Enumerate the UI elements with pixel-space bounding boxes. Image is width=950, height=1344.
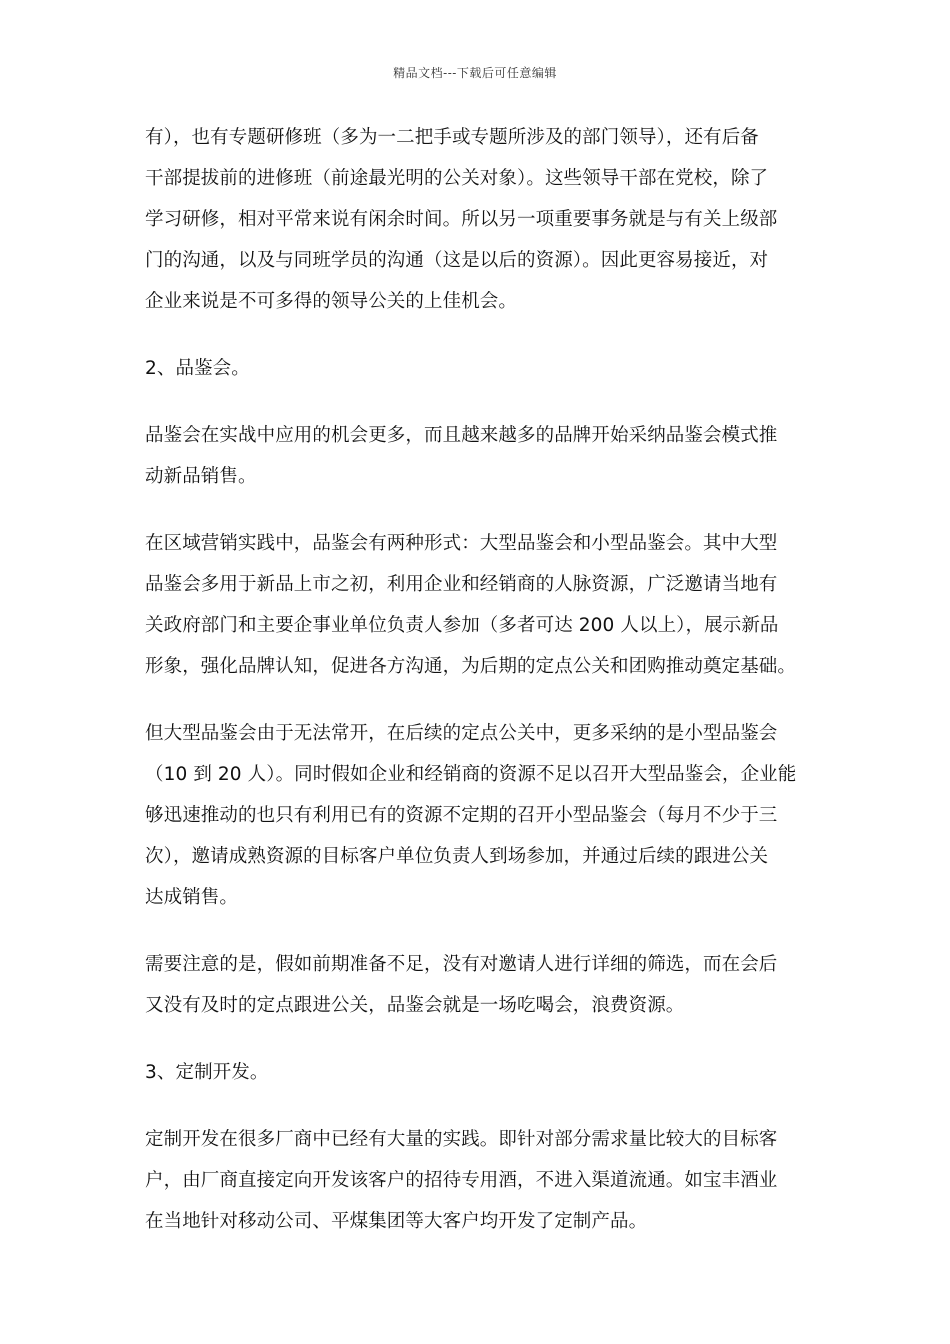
- text-line: 门的沟通，以及与同班学员的沟通（这是以后的资源）。因此更容易接近，对: [145, 250, 769, 271]
- text-line: 需要注意的是，假如前期准备不足，没有对邀请人进行详细的筛选，而在会后: [145, 954, 778, 975]
- text-line: 形象，强化品牌认知，促进各方沟通，为后期的定点公关和团购推动奠定基础。: [145, 656, 797, 677]
- paragraph: [145, 713, 810, 918]
- text-line: 定制开发在很多厂商中已经有大量的实践。即针对部分需求量比较大的目标客: [145, 1129, 778, 1150]
- paragraph: [145, 523, 810, 687]
- document-body: [145, 117, 810, 1268]
- text-line: 够迅速推动的也只有利用已有的资源不定期的召开小型品鉴会（每月不少于三: [145, 805, 778, 826]
- paragraph: [145, 415, 810, 497]
- text-line: 品鉴会在实战中应用的机会更多，而且越来越多的品牌开始采纳品鉴会模式推: [145, 425, 778, 446]
- text-line: 干部提拔前的进修班（前途最光明的公关对象）。这些领导干部在党校，除了: [145, 168, 769, 189]
- paragraph: [145, 944, 810, 1026]
- paragraph: [145, 1119, 810, 1242]
- page-header: 精品文档---下载后可任意编辑: [393, 66, 557, 80]
- text-line: 在区域营销实践中，品鉴会有两种形式：大型品鉴会和小型品鉴会。其中大型: [145, 533, 778, 554]
- text-line: 有），也有专题研修班（多为一二把手或专题所涉及的部门领导），还有后备: [145, 127, 759, 148]
- text-line: 动新品销售。: [145, 466, 257, 487]
- text-line: 达成销售。: [145, 887, 239, 908]
- section-heading: [145, 1052, 810, 1093]
- text-line: 学习研修，相对平常来说有闲余时间。所以另一项重要事务就是与有关上级部: [145, 209, 778, 230]
- text-line: 企业来说是不可多得的领导公关的上佳机会。: [145, 291, 518, 312]
- text-line: （10 到 20 人）。同时假如企业和经销商的资源不足以召开大型品鉴会，企业能: [145, 764, 797, 785]
- text-line: 在当地针对移动公司、平煤集团等大客户均开发了定制产品。: [145, 1211, 648, 1232]
- text-line: 户，由厂商直接定向开发该客户的招待专用酒，不进入渠道流通。如宝丰酒业: [145, 1170, 778, 1191]
- paragraph: [145, 117, 810, 322]
- text-line: 又没有及时的定点跟进公关，品鉴会就是一场吃喝会，浪费资源。: [145, 995, 685, 1016]
- text-line: 3、定制开发。: [145, 1062, 269, 1083]
- section-heading: [145, 348, 810, 389]
- text-line: 2、品鉴会。: [145, 358, 250, 379]
- text-line: 但大型品鉴会由于无法常开，在后续的定点公关中，更多采纳的是小型品鉴会: [145, 723, 778, 744]
- text-line: 次），邀请成熟资源的目标客户单位负责人到场参加，并通过后续的跟进公关: [145, 846, 769, 867]
- text-line: 关政府部门和主要企事业单位负责人参加（多者可达 200 人以上），展示新品: [145, 615, 779, 636]
- text-line: 品鉴会多用于新品上市之初，利用企业和经销商的人脉资源，广泛邀请当地有: [145, 574, 778, 595]
